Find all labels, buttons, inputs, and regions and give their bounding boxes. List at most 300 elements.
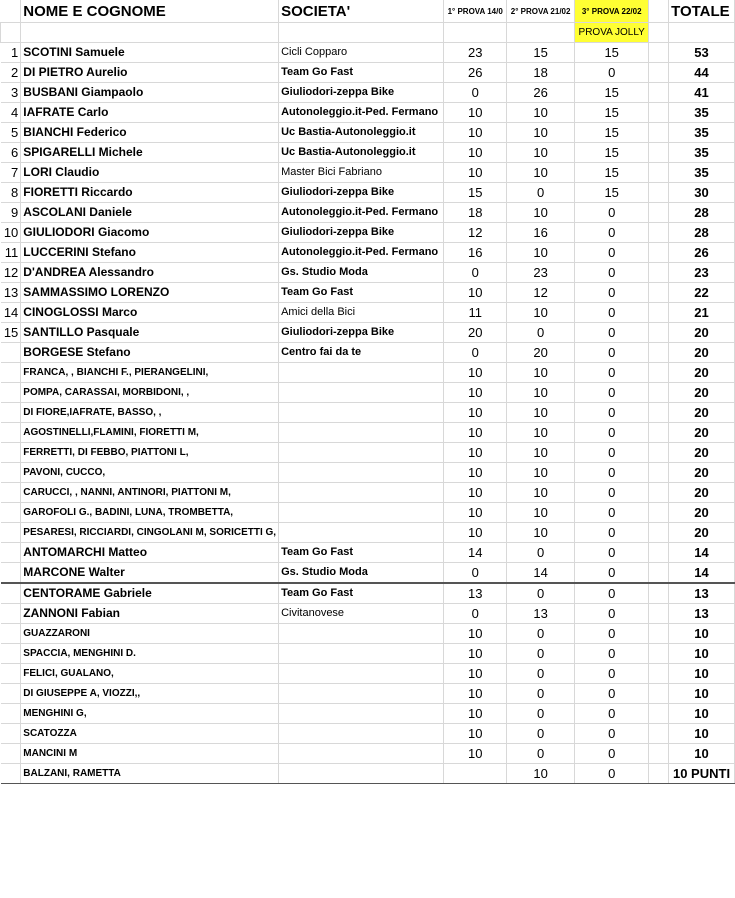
team-name[interactable] [279,744,444,764]
round-1-points[interactable]: 18 [444,203,507,223]
empty-cell[interactable] [649,604,669,624]
round-1-points[interactable]: 13 [444,583,507,604]
player-name[interactable]: GAROFOLI G., BADINI, LUNA, TROMBETTA, [21,503,279,523]
round-3-points[interactable]: 0 [575,383,649,403]
total-points[interactable]: 20 [669,443,735,463]
round-1-points[interactable]: 10 [444,523,507,543]
round-3-points[interactable]: 0 [575,523,649,543]
player-name[interactable]: LORI Claudio [21,163,279,183]
player-name[interactable]: SPIGARELLI Michele [21,143,279,163]
empty-cell[interactable] [649,624,669,644]
team-name[interactable] [279,644,444,664]
team-name[interactable]: Team Go Fast [279,543,444,563]
total-points[interactable]: 10 PUNTI [669,764,735,784]
round-2-points[interactable]: 10 [507,303,575,323]
round-3-points[interactable]: 0 [575,303,649,323]
round-1-points[interactable]: 0 [444,83,507,103]
round-3-points[interactable]: 0 [575,744,649,764]
round-2-points[interactable]: 26 [507,83,575,103]
round-2-points[interactable]: 10 [507,523,575,543]
empty-cell[interactable] [649,83,669,103]
total-points[interactable]: 22 [669,283,735,303]
player-name[interactable]: AGOSTINELLI,FLAMINI, FIORETTI M, [21,423,279,443]
total-points[interactable]: 10 [669,624,735,644]
round-2-points[interactable]: 10 [507,483,575,503]
player-name[interactable]: LUCCERINI Stefano [21,243,279,263]
player-name[interactable]: MENGHINI G, [21,704,279,724]
round-2-points[interactable]: 23 [507,263,575,283]
team-name[interactable]: Civitanovese [279,604,444,624]
round-2-points[interactable]: 10 [507,103,575,123]
round-3-points[interactable]: 0 [575,543,649,563]
row-index[interactable] [1,343,21,363]
empty-cell[interactable] [649,243,669,263]
empty-cell[interactable] [649,503,669,523]
jolly-label[interactable]: PROVA JOLLY [575,23,649,43]
player-name[interactable]: BIANCHI Federico [21,123,279,143]
round-3-points[interactable]: 0 [575,503,649,523]
row-index[interactable] [1,724,21,744]
round-1-points[interactable]: 10 [444,624,507,644]
round-2-points[interactable]: 18 [507,63,575,83]
round-2-points[interactable]: 0 [507,583,575,604]
row-index[interactable]: 11 [1,243,21,263]
round-3-points[interactable]: 0 [575,343,649,363]
round-1-points[interactable]: 11 [444,303,507,323]
player-name[interactable]: SPACCIA, MENGHINI D. [21,644,279,664]
player-name[interactable]: MANCINI M [21,744,279,764]
row-index[interactable]: 9 [1,203,21,223]
row-index[interactable]: 3 [1,83,21,103]
row-index[interactable] [1,583,21,604]
team-name[interactable] [279,383,444,403]
player-name[interactable]: GIULIODORI Giacomo [21,223,279,243]
round-3-points[interactable]: 0 [575,624,649,644]
row-index[interactable]: 14 [1,303,21,323]
round-1-points[interactable]: 10 [444,383,507,403]
player-name[interactable]: MARCONE Walter [21,563,279,584]
round-3-points[interactable]: 15 [575,83,649,103]
empty-cell[interactable] [649,543,669,563]
team-name[interactable]: Team Go Fast [279,283,444,303]
team-name[interactable]: Giuliodori-zeppa Bike [279,323,444,343]
header-team[interactable]: SOCIETA' [279,0,444,23]
round-3-points[interactable]: 0 [575,63,649,83]
player-name[interactable]: BUSBANI Giampaolo [21,83,279,103]
round-3-points[interactable]: 0 [575,243,649,263]
empty-cell[interactable] [649,644,669,664]
empty-cell[interactable] [649,283,669,303]
round-3-points[interactable]: 15 [575,143,649,163]
player-name[interactable]: CENTORAME Gabriele [21,583,279,604]
total-points[interactable]: 30 [669,183,735,203]
round-1-points[interactable] [444,764,507,784]
total-points[interactable]: 35 [669,163,735,183]
team-name[interactable] [279,363,444,383]
round-1-points[interactable]: 10 [444,143,507,163]
round-3-points[interactable]: 15 [575,43,649,63]
round-1-points[interactable]: 10 [444,704,507,724]
round-3-points[interactable]: 0 [575,724,649,744]
empty-cell[interactable] [649,443,669,463]
player-name[interactable]: D'ANDREA Alessandro [21,263,279,283]
player-name[interactable]: ANTOMARCHI Matteo [21,543,279,563]
round-2-points[interactable]: 10 [507,764,575,784]
round-1-points[interactable]: 14 [444,543,507,563]
total-points[interactable]: 41 [669,83,735,103]
round-1-points[interactable]: 10 [444,283,507,303]
total-points[interactable]: 10 [669,724,735,744]
row-index[interactable] [1,604,21,624]
empty-cell[interactable] [649,43,669,63]
empty-cell[interactable] [649,63,669,83]
round-1-points[interactable]: 10 [444,644,507,664]
round-2-points[interactable]: 10 [507,443,575,463]
empty-cell[interactable] [649,143,669,163]
empty-cell[interactable] [649,263,669,283]
empty-cell[interactable] [649,704,669,724]
round-1-points[interactable]: 0 [444,343,507,363]
player-name[interactable]: SCATOZZA [21,724,279,744]
player-name[interactable]: FERRETTI, DI FEBBO, PIATTONI L, [21,443,279,463]
total-points[interactable]: 35 [669,123,735,143]
team-name[interactable] [279,443,444,463]
player-name[interactable]: DI FIORE,IAFRATE, BASSO, , [21,403,279,423]
total-points[interactable]: 10 [669,664,735,684]
empty-cell[interactable] [649,303,669,323]
row-index[interactable]: 5 [1,123,21,143]
total-points[interactable]: 21 [669,303,735,323]
team-name[interactable]: Giuliodori-zeppa Bike [279,83,444,103]
round-1-points[interactable]: 16 [444,243,507,263]
empty-cell[interactable] [649,684,669,704]
round-2-points[interactable]: 0 [507,624,575,644]
round-3-points[interactable]: 0 [575,684,649,704]
round-3-points[interactable]: 0 [575,283,649,303]
player-name[interactable]: SAMMASSIMO LORENZO [21,283,279,303]
round-2-points[interactable]: 0 [507,704,575,724]
row-index[interactable] [1,704,21,724]
empty-cell[interactable] [649,363,669,383]
total-points[interactable]: 20 [669,423,735,443]
round-3-points[interactable]: 0 [575,604,649,624]
row-index[interactable] [1,503,21,523]
total-points[interactable]: 23 [669,263,735,283]
total-points[interactable]: 20 [669,483,735,503]
round-2-points[interactable]: 0 [507,323,575,343]
empty-cell[interactable] [649,343,669,363]
round-1-points[interactable]: 10 [444,163,507,183]
empty-cell[interactable] [649,203,669,223]
player-name[interactable]: CARUCCI, , NANNI, ANTINORI, PIATTONI M, [21,483,279,503]
total-points[interactable]: 10 [669,744,735,764]
round-1-points[interactable]: 0 [444,604,507,624]
empty-cell[interactable] [649,563,669,584]
row-index[interactable] [1,443,21,463]
player-name[interactable]: FELICI, GUALANO, [21,664,279,684]
team-name[interactable] [279,684,444,704]
round-1-points[interactable]: 10 [444,684,507,704]
round-3-points[interactable]: 0 [575,483,649,503]
total-points[interactable]: 44 [669,63,735,83]
row-index[interactable] [1,363,21,383]
round-2-points[interactable]: 15 [507,43,575,63]
round-1-points[interactable]: 10 [444,443,507,463]
player-name[interactable]: CINOGLOSSI Marco [21,303,279,323]
round-2-points[interactable]: 10 [507,143,575,163]
round-3-points[interactable]: 0 [575,704,649,724]
round-3-points[interactable]: 0 [575,423,649,443]
round-2-points[interactable]: 10 [507,423,575,443]
total-points[interactable]: 10 [669,704,735,724]
team-name[interactable]: Gs. Studio Moda [279,563,444,584]
round-1-points[interactable]: 23 [444,43,507,63]
team-name[interactable]: Team Go Fast [279,583,444,604]
empty-cell[interactable] [507,23,575,43]
header-empty-cell[interactable] [649,0,669,23]
row-index[interactable] [1,744,21,764]
round-2-points[interactable]: 20 [507,343,575,363]
round-1-points[interactable]: 10 [444,463,507,483]
round-3-points[interactable]: 0 [575,563,649,584]
header-round-3[interactable]: 3° PROVA 22/02 [575,0,649,23]
round-1-points[interactable]: 0 [444,263,507,283]
team-name[interactable]: Uc Bastia-Autonoleggio.it [279,123,444,143]
round-1-points[interactable]: 10 [444,724,507,744]
round-1-points[interactable]: 10 [444,403,507,423]
team-name[interactable]: Giuliodori-zeppa Bike [279,223,444,243]
row-index[interactable]: 4 [1,103,21,123]
row-index[interactable]: 2 [1,63,21,83]
total-points[interactable]: 10 [669,684,735,704]
empty-cell[interactable] [649,744,669,764]
round-2-points[interactable]: 13 [507,604,575,624]
team-name[interactable]: Autonoleggio.it-Ped. Fermano [279,203,444,223]
round-1-points[interactable]: 12 [444,223,507,243]
round-1-points[interactable]: 10 [444,363,507,383]
round-3-points[interactable]: 0 [575,664,649,684]
header-round-1[interactable]: 1° PROVA 14/0 [444,0,507,23]
total-points[interactable]: 14 [669,543,735,563]
team-name[interactable] [279,664,444,684]
round-3-points[interactable]: 0 [575,443,649,463]
player-name[interactable]: FRANCA, , BIANCHI F., PIERANGELINI, [21,363,279,383]
empty-cell[interactable] [649,423,669,443]
round-1-points[interactable]: 10 [444,664,507,684]
round-1-points[interactable]: 10 [444,103,507,123]
team-name[interactable]: Uc Bastia-Autonoleggio.it [279,143,444,163]
header-index-cell[interactable] [1,0,21,23]
team-name[interactable] [279,764,444,784]
round-3-points[interactable]: 0 [575,263,649,283]
empty-cell[interactable] [649,323,669,343]
empty-cell[interactable] [649,724,669,744]
header-round-2[interactable]: 2° PROVA 21/02 [507,0,575,23]
row-index[interactable]: 1 [1,43,21,63]
round-3-points[interactable]: 0 [575,363,649,383]
total-points[interactable]: 20 [669,523,735,543]
empty-cell[interactable] [649,383,669,403]
team-name[interactable]: Team Go Fast [279,63,444,83]
player-name[interactable]: PAVONI, CUCCO, [21,463,279,483]
team-name[interactable] [279,704,444,724]
team-name[interactable]: Giuliodori-zeppa Bike [279,183,444,203]
round-2-points[interactable]: 0 [507,684,575,704]
total-points[interactable]: 20 [669,323,735,343]
round-2-points[interactable]: 14 [507,563,575,584]
team-name[interactable] [279,503,444,523]
team-name[interactable] [279,483,444,503]
row-index[interactable] [1,423,21,443]
player-name[interactable]: IAFRATE Carlo [21,103,279,123]
empty-cell[interactable] [649,163,669,183]
player-name[interactable]: PESARESI, RICCIARDI, CINGOLANI M, SORICETTI G, [21,523,279,543]
round-3-points[interactable]: 15 [575,123,649,143]
player-name[interactable]: SCOTINI Samuele [21,43,279,63]
round-3-points[interactable]: 0 [575,764,649,784]
total-points[interactable]: 20 [669,463,735,483]
empty-cell[interactable] [649,403,669,423]
row-index[interactable]: 7 [1,163,21,183]
team-name[interactable]: Autonoleggio.it-Ped. Fermano [279,243,444,263]
player-name[interactable]: POMPA, CARASSAI, MORBIDONI, , [21,383,279,403]
player-name[interactable]: BALZANI, RAMETTA [21,764,279,784]
round-2-points[interactable]: 10 [507,403,575,423]
round-2-points[interactable]: 10 [507,383,575,403]
round-1-points[interactable]: 15 [444,183,507,203]
row-index[interactable]: 10 [1,223,21,243]
round-3-points[interactable]: 0 [575,223,649,243]
row-index[interactable] [1,403,21,423]
round-3-points[interactable]: 15 [575,183,649,203]
round-1-points[interactable]: 0 [444,563,507,584]
round-1-points[interactable]: 20 [444,323,507,343]
row-index[interactable] [1,764,21,784]
empty-cell[interactable] [649,123,669,143]
empty-cell[interactable] [669,23,735,43]
round-2-points[interactable]: 0 [507,664,575,684]
total-points[interactable]: 53 [669,43,735,63]
empty-cell[interactable] [21,23,279,43]
team-name[interactable]: Centro fai da te [279,343,444,363]
round-3-points[interactable]: 0 [575,463,649,483]
team-name[interactable] [279,403,444,423]
round-3-points[interactable]: 0 [575,203,649,223]
round-1-points[interactable]: 10 [444,503,507,523]
round-2-points[interactable]: 10 [507,363,575,383]
round-2-points[interactable]: 0 [507,543,575,563]
round-2-points[interactable]: 10 [507,123,575,143]
empty-cell[interactable] [649,103,669,123]
total-points[interactable]: 26 [669,243,735,263]
team-name[interactable] [279,624,444,644]
team-name[interactable] [279,423,444,443]
total-points[interactable]: 20 [669,403,735,423]
row-index[interactable]: 12 [1,263,21,283]
total-points[interactable]: 13 [669,604,735,624]
empty-cell[interactable] [649,223,669,243]
header-name[interactable]: NOME E COGNOME [21,0,279,23]
player-name[interactable]: DI PIETRO Aurelio [21,63,279,83]
team-name[interactable] [279,523,444,543]
round-2-points[interactable]: 0 [507,183,575,203]
round-1-points[interactable]: 10 [444,423,507,443]
round-2-points[interactable]: 0 [507,724,575,744]
player-name[interactable]: BORGESE Stefano [21,343,279,363]
player-name[interactable]: ZANNONI Fabian [21,604,279,624]
row-index[interactable] [1,523,21,543]
row-index[interactable] [1,624,21,644]
total-points[interactable]: 20 [669,503,735,523]
round-2-points[interactable]: 10 [507,163,575,183]
total-points[interactable]: 20 [669,383,735,403]
row-index[interactable] [1,684,21,704]
total-points[interactable]: 14 [669,563,735,584]
empty-cell[interactable] [279,23,444,43]
round-3-points[interactable]: 0 [575,323,649,343]
round-1-points[interactable]: 26 [444,63,507,83]
total-points[interactable]: 10 [669,644,735,664]
player-name[interactable]: SANTILLO Pasquale [21,323,279,343]
row-index[interactable] [1,483,21,503]
row-index[interactable] [1,563,21,584]
row-index[interactable]: 8 [1,183,21,203]
round-2-points[interactable]: 0 [507,744,575,764]
team-name[interactable]: Autonoleggio.it-Ped. Fermano [279,103,444,123]
team-name[interactable] [279,463,444,483]
player-name[interactable]: FIORETTI Riccardo [21,183,279,203]
round-1-points[interactable]: 10 [444,744,507,764]
round-2-points[interactable]: 12 [507,283,575,303]
round-1-points[interactable]: 10 [444,123,507,143]
row-index[interactable] [1,644,21,664]
total-points[interactable]: 28 [669,223,735,243]
empty-cell[interactable] [649,463,669,483]
empty-cell[interactable] [649,664,669,684]
round-2-points[interactable]: 10 [507,203,575,223]
team-name[interactable]: Gs. Studio Moda [279,263,444,283]
round-2-points[interactable]: 10 [507,503,575,523]
empty-cell[interactable] [649,183,669,203]
empty-cell[interactable] [444,23,507,43]
empty-cell[interactable] [649,764,669,784]
round-1-points[interactable]: 10 [444,483,507,503]
total-points[interactable]: 28 [669,203,735,223]
total-points[interactable]: 35 [669,103,735,123]
round-2-points[interactable]: 10 [507,243,575,263]
row-index[interactable]: 15 [1,323,21,343]
row-index[interactable] [1,463,21,483]
empty-cell[interactable] [1,23,21,43]
round-2-points[interactable]: 0 [507,644,575,664]
player-name[interactable]: DI GIUSEPPE A, VIOZZI,, [21,684,279,704]
team-name[interactable] [279,724,444,744]
round-3-points[interactable]: 15 [575,163,649,183]
total-points[interactable]: 20 [669,343,735,363]
empty-cell[interactable] [649,483,669,503]
row-index[interactable]: 6 [1,143,21,163]
team-name[interactable]: Master Bici Fabriano [279,163,444,183]
player-name[interactable]: ASCOLANI Daniele [21,203,279,223]
header-total[interactable]: TOTALE [669,0,735,23]
total-points[interactable]: 20 [669,363,735,383]
total-points[interactable]: 13 [669,583,735,604]
row-index[interactable] [1,543,21,563]
round-3-points[interactable]: 0 [575,644,649,664]
row-index[interactable] [1,383,21,403]
empty-cell[interactable] [649,523,669,543]
total-points[interactable]: 35 [669,143,735,163]
